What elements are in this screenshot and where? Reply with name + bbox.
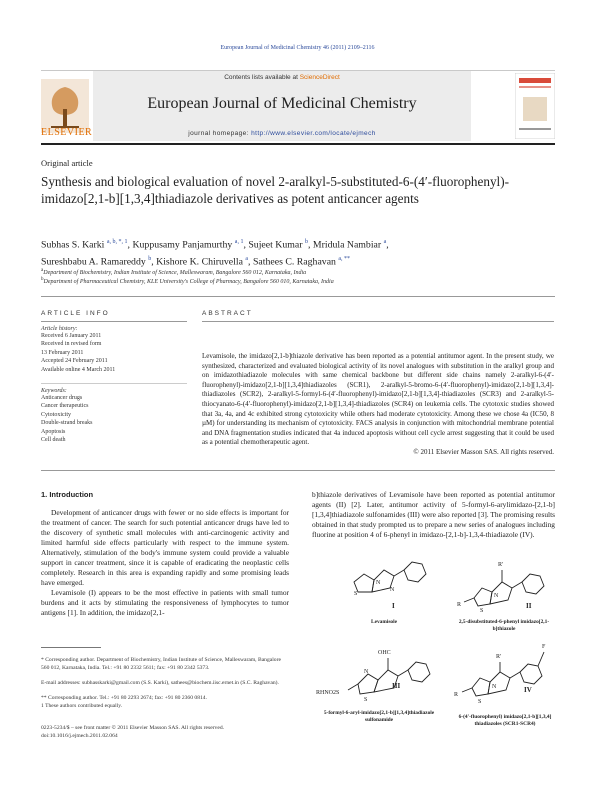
masthead [41,70,555,142]
caption-I: Levamisole [370,619,398,625]
structure-IV [450,632,556,712]
journal-cover-thumbnail [515,73,555,139]
masthead-rule [41,143,555,145]
keywords-label: Keywords: [41,388,67,394]
author[interactable]: Kuppusamy Panjamurthy [132,239,233,251]
atom-r1: R' [496,654,502,660]
keyword: Anticancer drugs [41,395,83,401]
copyright: © 2011 Elsevier Masson SAS. All rights reserved. [413,447,554,456]
atom-n: N [364,669,369,675]
keywords [41,388,187,444]
author-sup[interactable]: a, ** [338,256,351,263]
atom-r1: R' [498,562,504,568]
atom-s: S [354,591,358,597]
atom-s: S [478,699,482,705]
atom-s: S [364,697,368,703]
author-list: Subhas S. Karki $^{a, b, *, 1}$, Kuppusamy Panjamurthy $^{a, 1}$, Sujeet Kumar $^b$, Mridula Nambiar $^a$, Sureshbabu A. Ramareddy $^b$, Kishore K. Chiruvella $^a$, Sathees C. Raghavan $^{a, **}$ [41,239,389,268]
paragraph: b]thiazole derivatives of Levamisole have been reported as potential antitumor agents (II) [2]. Later, antitumor activity of 5-formyl-6-arylimidazo-[2,1-b][1,3,4]thiadiazole sulfonamides (III) were also reported [3]. The promising results obtained in that study prompted us to prepare a new series of analogues including fluorine at position 4 of 6-phenyl in imidazo-[2,1-b]-1,3,4-thiadiazole (IV). [312,490,555,539]
article-info-heading: ARTICLE INFO [41,310,110,317]
label-III: III [392,682,401,690]
structure-II [454,546,554,616]
footnote: 1 These authors contributed equally. [41,703,123,709]
history-label: Article history: [41,326,78,332]
author[interactable]: Subhas S. Karki [41,239,105,251]
label-IV: IV [524,686,532,694]
history-entry: Accepted 24 February 2011 [41,358,108,365]
author[interactable]: Sureshbabu A. Ramareddy [41,256,146,268]
atom-r: R [454,692,459,698]
caption-III: 5-formyl-6-aryl-imidazo[2,1-b][1,3,4]thiadiazole sulfonamide [323,710,435,723]
article-info-rule [41,321,187,322]
atom-n: N [494,593,499,599]
paragraph: Levamisole (I) appears to be the most effective in patients with small tumor burdens and it acts by stimulating the responsiveness of lymphocytes to tumor antigens [1]. In addition, the imidazo[2,1- [41,588,289,617]
footnote: ** Corresponding author. Tel.: +91 80 2293 2674; fax: +91 80 2360 0814. [41,695,208,701]
affiliation-a: $^a$Department of Biochemistry, Indian Institute of Science, Malleswaram, Bangalore 560 012, Karnataka, India [41,268,307,276]
journal-homepage: journal homepage: http://www.elsevier.com/locate/ejmech [188,130,376,137]
author-sup[interactable]: a [383,239,387,245]
atom-n: N [492,684,497,690]
atom-n: N [390,587,395,593]
keyword: Cytotoxicity [41,411,71,418]
author-sup[interactable]: b [148,256,152,263]
footnote-email[interactable]: E-mail addresses: subhasskarki@gmail.com (S.S. Karki), sathees@biochem.iisc.ernet.in (S.C. Raghavan). [41,680,279,686]
history-entry: Available online 4 March 2011 [41,366,116,373]
group-cho: OHC [378,650,391,656]
group-sulfonamide: RHNO2S [316,690,340,696]
author[interactable]: Kishore K. Chiruvella [156,256,243,268]
divider [41,296,555,297]
author-sup[interactable]: b [304,239,308,245]
keyword: Double-strand breaks [41,420,93,427]
keyword: Cell death [41,437,66,444]
abstract-rule [202,321,554,322]
structure-III [314,638,444,708]
atom-s: S [480,608,484,614]
author[interactable]: Sujeet Kumar [248,239,303,251]
intro-column-right [312,490,555,540]
author-sup[interactable]: a [245,256,249,263]
author[interactable]: Sathees C. Raghavan [252,256,336,268]
article-type: Original article [41,158,93,168]
intro-column-left [41,508,289,618]
chemical-structures-figure [304,542,556,774]
author-sup[interactable]: a, 1 [234,239,244,245]
affiliation-b: $^b$Department of Pharmaceutical Chemistry, KLE University's College of Pharmacy, Bangalore 560 010, Karnataka, India [41,277,334,285]
sciencedirect-link[interactable]: ScienceDirect [299,74,340,81]
history-entry: Received in revised form [41,341,102,348]
caption-II: 2,5-disubstituted-6-phenyl imidazo[2,1-b]thiazole [458,619,550,632]
atom-r: R [457,602,462,608]
issn-line: 0223-5234/$ – see front matter © 2011 Elsevier Masson SAS. All rights reserved. [41,725,225,731]
author-sup[interactable]: a, b, *, 1 [106,239,128,245]
label-I: I [392,602,395,610]
publisher-name: ELSEVIER [41,127,93,138]
history-entry: Received 6 January 2011 [41,333,102,339]
atom-f: F [542,644,546,650]
keyword: Cancer therapeutics [41,403,89,410]
abstract-body [202,352,554,458]
label-II: II [526,602,532,610]
caption-IV: 6-(4′-fluorophenyl) imidazo[2,1-b][1,3,4] thiadiazoles (SCR1-SCR4) [458,714,552,727]
abstract-heading: ABSTRACT [202,310,253,317]
divider [41,470,555,471]
history-entry: 13 February 2011 [41,349,84,356]
journal-reference[interactable]: European Journal of Medicinal Chemistry 46 (2011) 2109–2116 [220,45,375,51]
paragraph: Development of anticancer drugs with fewer or no side effects is important for the treatment of cancer. The search for such potential anticancer drugs have led to the discovery of synthetic small molecules with anti-carcinogenic activity and limited harmful side effects particularly with respect to the immune system. Alternatively, stimulation of the body's immune system could provide a valuable support in cancer treatment, since it is capable of eradicating the neoplastic cells completely. Research in this area is expanding rapidly and some promising leads have emerged. [41,508,289,587]
keyword: Apoptosis [41,428,66,435]
info-divider [41,383,187,384]
footnote: * Corresponding author. Department of Biochemistry, Indian Institute of Science, Malleswaram, Bangalore 560 012, Karnataka, India. Tel.: +91 80 2332 5611; fax: +91 80 2342 5373. [41,657,281,671]
section-heading: 1. Introduction [41,490,94,499]
abstract-text: Levamisole, the imidazo[2,1-b]thiazole derivative has been reported as a potential antitumor agent. In the present study, we synthesized, characterized and evaluated biological activity of its novel analogues with substitution in the aralkyl group and on imidazothiadiazole molecules with same chemical backbone but different side chains namely 2-aralkyl-6-(4′-fluorophenyl)-imidazo[2,1-b][1,3,4]thiadiazoles (SCR1), 2-aralkyl-5-bromo-6-(4′-fluorophenyl)-imidazo[2,1-b][1,3,4]-thiadiazoles (SCR2), 2-aralkyl-5-formyl-6-(4′-fluorophenyl)-imidazo[2,1-b][1,3,4]-thiadiazoles (SCR3) and 2-aralkyl-5-thiocyanato-6-(4′-fluorophenyl)-imidazo[2,1-b][1,3,4]-thiadiazoles (SCR4) on leukemia cells. The cytotoxic studies showed that 3a, 4a, and 4c exhibited strong cytotoxicity while others had moderate cytotoxicity. Among these we chose 4a (IC50, 8 µM) for understanding its mechanism of cytotoxicity. FACS analysis in conjunction with mitochondrial membrane potential and DNA fragmentation studies indicated that 4a induced apoptosis without cell cycle arrest suggesting that it could be used as a potential chemotherapeutic agent. [202,352,554,447]
article-history [41,326,187,374]
author[interactable]: Mridula Nambiar [312,239,382,251]
homepage-link[interactable]: http://www.elsevier.com/locate/ejmech [251,130,376,137]
footnote-rule [41,647,101,648]
masthead-banner [93,71,471,141]
article-title: Synthesis and biological evaluation of novel 2-aralkyl-5-substituted-6-(4′-fluorophenyl)-imidazo[2,1-b][1,3,4]thiadiazole derivatives as potent anticancer agents [41,174,509,206]
doi-link[interactable]: doi:10.1016/j.ejmech.2011.02.064 [41,733,118,739]
atom-n: N [376,580,381,586]
journal-title: European Journal of Medicinal Chemistry [147,95,417,112]
structure-levamisole [334,546,434,606]
contents-line: Contents lists available at ScienceDirect [224,74,340,81]
